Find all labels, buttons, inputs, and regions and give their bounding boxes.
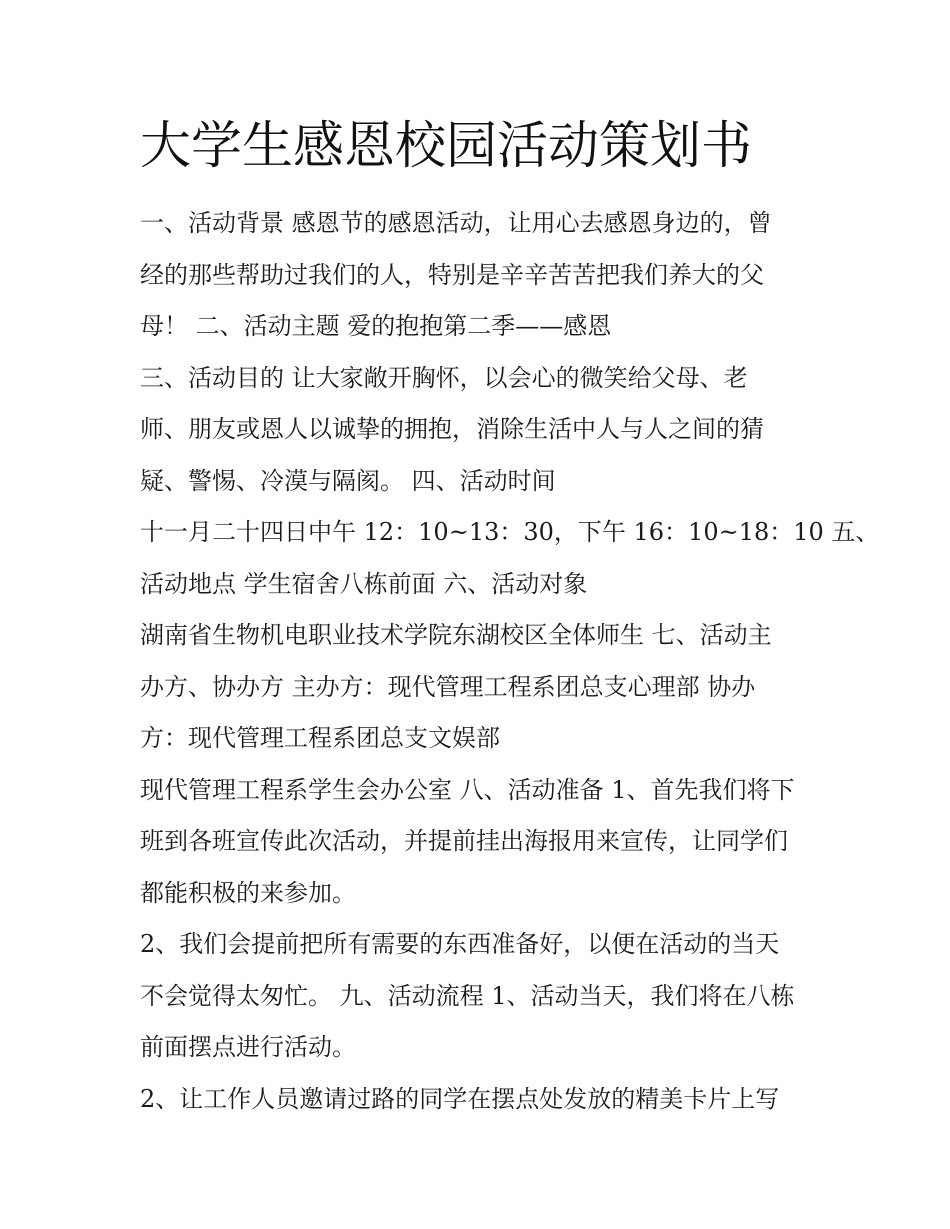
document-body — [140, 198, 880, 1125]
document-title: 大学生感恩校园活动策划书 — [140, 117, 753, 176]
body-line: 现代管理工程系学生会办公室 八、活动准备 1、首先我们将下 — [140, 775, 795, 804]
body-line: 三、活动目的 让大家敞开胸怀，以会心的微笑给父母、老 — [140, 363, 748, 392]
body-line: 十一月二十四日中午 12：10~13：30，下午 16：10~18：10 五、 — [140, 518, 880, 546]
body-line: 班到各班宣传此次活动，并提前挂出海报用来宣传，让同学们 — [140, 827, 788, 855]
body-line: 前面摆点进行活动。 — [140, 1033, 356, 1061]
body-line: 湖南省生物机电职业技术学院东湖校区全体师生 七、活动主 — [140, 621, 772, 649]
body-line: 疑、警惕、冷漠与隔阂。 四、活动时间 — [140, 466, 556, 495]
body-line: 办方、协办方 主办方：现代管理工程系团总支心理部 协办 — [140, 672, 756, 701]
body-line: 2、让工作人员邀请过路的同学在摆点处发放的精美卡片上写 — [140, 1084, 780, 1113]
body-line: 都能积极的来参加。 — [140, 878, 356, 907]
body-line: 活动地点 学生宿舍八栋前面 六、活动对象 — [140, 569, 588, 598]
body-line: 师、朋友或恩人以诚挚的拥抱，消除生活中人与人之间的猜 — [140, 415, 764, 443]
body-line: 方：现代管理工程系团总支文娱部 — [140, 724, 500, 752]
body-line: 不会觉得太匆忙。 九、活动流程 1、活动当天，我们将在八栋 — [140, 981, 795, 1010]
body-line: 一、活动背景 感恩节的感恩活动，让用心去感恩身边的，曾 — [140, 209, 772, 237]
body-line: 母！ 二、活动主题 爱的抱抱第二季——感恩 — [140, 312, 612, 340]
body-line: 2、我们会提前把所有需要的东西准备好，以便在活动的当天 — [140, 930, 780, 958]
body-line: 经的那些帮助过我们的人，特别是辛辛苦苦把我们养大的父 — [140, 260, 764, 289]
